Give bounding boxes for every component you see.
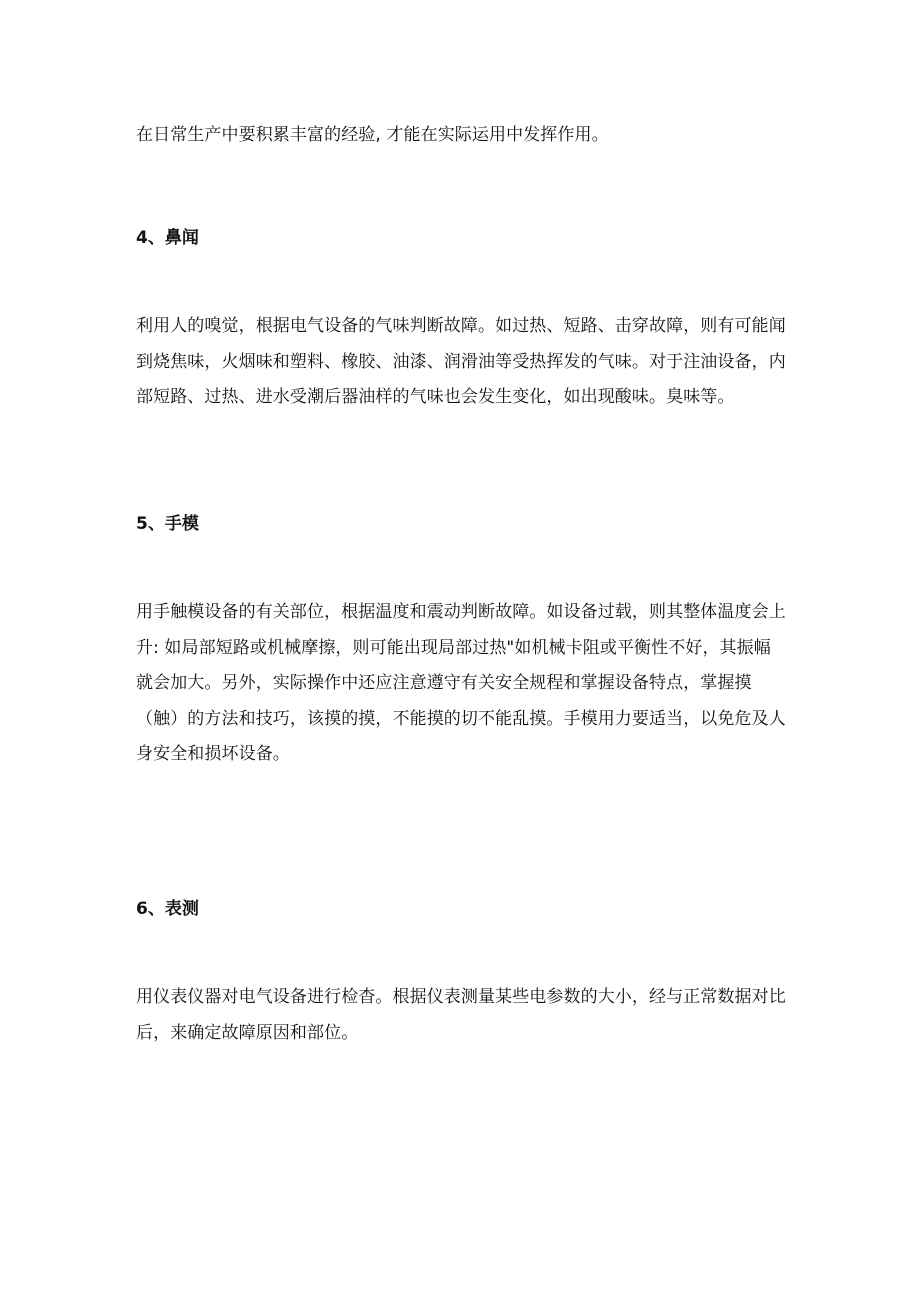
section-heading-5-touch: 5、手模 (136, 514, 199, 534)
section-body-4-smell: 利用人的嗅觉，根据电气设备的气味判断故障。如过热、短路、击穿故障，则有可能闻到烧焦味，火烟味和塑料、橡胶、油漆、润滑油等受热挥发的气味。对于注油设备，内部短路、过热、进水受潮后器油样的气味也会发生变化，如出现酸味。臭味等。 (136, 316, 786, 407)
section-heading-6-meter-test: 6、表测 (136, 899, 199, 919)
intro-paragraph: 在日常生产中要积累丰富的经验, 才能在实际运用中发挥作用。 (136, 125, 609, 145)
section-body-6-meter-test: 用仪表仪器对电气设备进行检杳。根据仪表测量某些电参数的大小，经与正常数据对比后，来确定故障原因和部位。 (136, 987, 786, 1043)
section-heading-4-smell: 4、鼻闻 (136, 228, 199, 248)
section-body-5-touch: 用手触模设备的有关部位，根据温度和震动判断故障。如设备过载，则其整体温度会上升: 如局部短路或机械摩擦，则可能出现局部过热"如机械卡阻或平衡性不好，其振幅就会加大。另外，实际操作中还应注意遵守有关安全规程和掌握设备特点，掌握摸（触）的方法和技巧，该摸的摸，不能摸的切不能乱摸。手模用力要适当，以免危及人身安全和损坏设备。 (136, 602, 786, 764)
